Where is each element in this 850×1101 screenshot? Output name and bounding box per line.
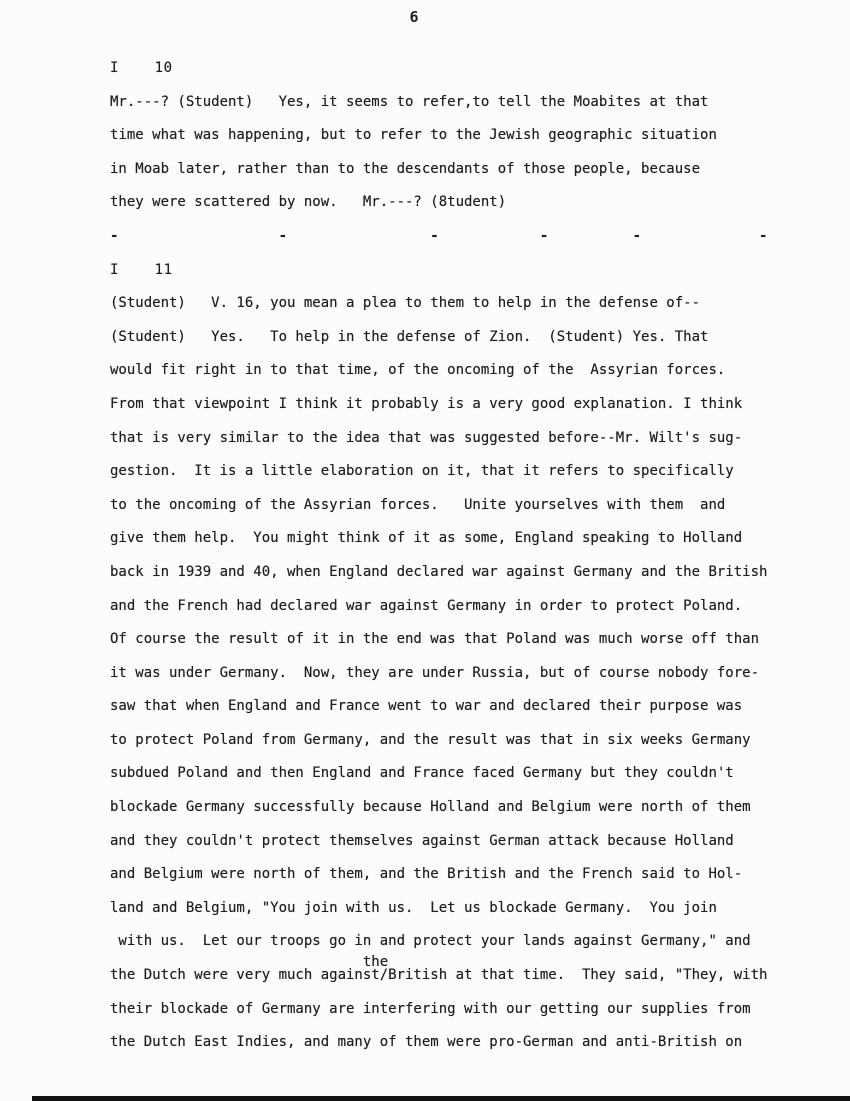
separator-row: - - - - - - xyxy=(110,227,768,244)
text-line: it was under Germany. Now, they are under Russia, but of course nobody fore- xyxy=(110,664,760,681)
text-line: and they couldn't protect themselves against German attack because Holland xyxy=(110,832,734,849)
scan-artifact-bar xyxy=(32,1096,850,1101)
text-line: saw that when England and France went to war and declared their purpose was xyxy=(110,698,743,715)
text-line: (Student) V. 16, you mean a plea to them to help in the defense of-- xyxy=(110,295,701,312)
text-line: with us. Let our troops go in and protect your lands against Germany," and xyxy=(110,933,751,950)
document-body: I 10 Mr.---? (Student) Yes, it seems to refer,to tell the Moabites at that time what was happening, but to refer to the Jewish geographic situation in Moab later, rather than to the descendants of those people, because they were scattered by now. Mr.---? (8tudent) - - - - - - I 11 (Student) V. 16, you mean a plea to them to help in the defense of-- (Student) Yes. To help in the defense of Zion. (Student) Yes. That would fit right in to that time, of the oncoming of the Assyrian forces. From that viewpoint I think it probably is a very good explanation. I think that is very similar to the idea that was suggested before--Mr. Wilt's sug- gestion. It is a little elaboration on it, that it refers to specifically to the oncoming of the Assyrian forces. Unite yourselves with them and give them help. You might think of it as some, England speaking to Holland back in 1939 and 40, when England declared war against Germany and the British and the French had declared war against Germany in order to protect Poland. Of course the result of it in the end was that Poland was much worse off than it was under Germany. Now, they are under Russia, but of course nobody fore- saw that when England and France went to war and declared their purpose was to protect Poland from Germany, and the result was that in six weeks Germany subdued Poland and then England and France faced Germany but they couldn't blockade Germany successfully because Holland and Belgium were north of them and they couldn't protect themselves against German attack because Holland and Belgium were north of them, and the British and the French said to Hol- land and Belgium, "You join with us. Let us blockade Germany. You join with us. Let our troops go in and protect your lands against Germany," and the the Dutch were very much against/British at that time. They said, "They, with their blockade of Germany are interfering with our getting our supplies from the Dutch East Indies, and many of them were pro-German and anti-British on xyxy=(110,52,767,1060)
section-heading: I 10 xyxy=(110,60,173,76)
text-line: Mr.---? (Student) Yes, it seems to refer,to tell the Moabites at that xyxy=(110,93,709,110)
text-line: gestion. It is a little elaboration on it, that it refers to specifically xyxy=(110,463,734,480)
text-line: blockade Germany successfully because Holland and Belgium were north of them xyxy=(110,799,751,816)
text-line: and Belgium were north of them, and the British and the French said to Hol- xyxy=(110,866,743,883)
text-line: back in 1939 and 40, when England declared war against Germany and the British xyxy=(110,563,768,580)
page-number: 6 xyxy=(409,8,419,26)
text-line: land and Belgium, "You join with us. Let us blockade Germany. You join xyxy=(110,899,717,916)
section-heading: I 11 xyxy=(110,261,173,278)
text-line: in Moab later, rather than to the descendants of those people, because xyxy=(110,160,701,177)
text-line: to protect Poland from Germany, and the result was that in six weeks Germany xyxy=(110,731,751,748)
text-line: they were scattered by now. Mr.---? (8tudent) xyxy=(110,194,507,211)
text-line: subdued Poland and then England and France faced Germany but they couldn't xyxy=(110,765,734,782)
text-line: the Dutch were very much against/British at that time. They said, "They, with xyxy=(110,967,768,984)
text-line: (Student) Yes. To help in the defense of Zion. (Student) Yes. That xyxy=(110,328,709,345)
text-line: their blockade of Germany are interfering with our getting our supplies from xyxy=(110,1000,751,1017)
text-line: give them help. You might think of it as some, England speaking to Holland xyxy=(110,530,743,547)
text-line: From that viewpoint I think it probably is a very good explanation. I think xyxy=(110,395,743,412)
text-line: that is very similar to the idea that was suggested before--Mr. Wilt's sug- xyxy=(110,429,743,446)
text-line: time what was happening, but to refer to the Jewish geographic situation xyxy=(110,127,717,144)
text-line: to the oncoming of the Assyrian forces. Unite yourselves with them and xyxy=(110,496,726,513)
text-line: Of course the result of it in the end was that Poland was much worse off than xyxy=(110,631,760,648)
text-line: the Dutch East Indies, and many of them were pro-German and anti-British on xyxy=(110,1034,743,1051)
text-line: would fit right in to that time, of the oncoming of the Assyrian forces. xyxy=(110,362,726,379)
text-line: and the French had declared war against Germany in order to protect Poland. xyxy=(110,597,743,614)
